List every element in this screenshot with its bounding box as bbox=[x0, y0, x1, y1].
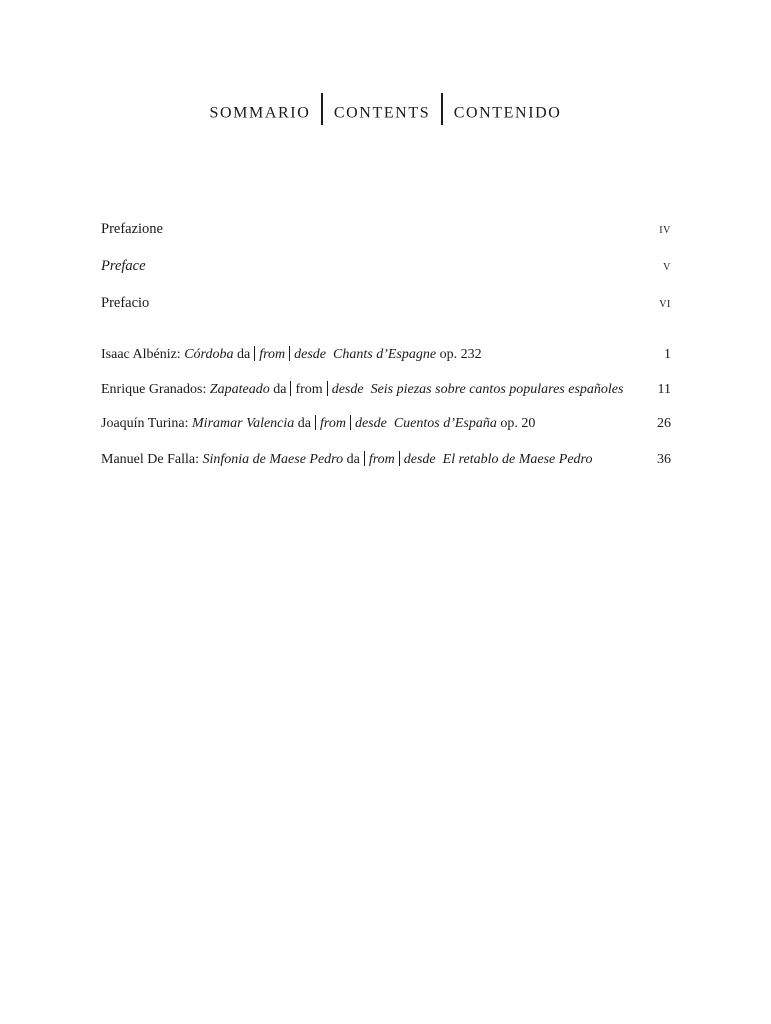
toc-entry-label bbox=[101, 415, 535, 432]
toc-entry-label: Preface bbox=[101, 258, 146, 274]
toc-page-number: 36 bbox=[657, 452, 671, 467]
source-title: El retablo de Maese Pedro bbox=[442, 452, 593, 467]
word-from: from bbox=[259, 347, 286, 362]
toc-entry-label: Prefazione bbox=[101, 221, 163, 237]
toc-entry-label bbox=[101, 346, 482, 363]
title-english: contents bbox=[333, 97, 431, 123]
source-title: Cuentos d’España bbox=[393, 416, 497, 431]
composer: Joaquín Turina: bbox=[101, 416, 189, 431]
source-title: Seis piezas sobre cantos populares españoles bbox=[370, 382, 624, 397]
toc-page-number: iv bbox=[659, 222, 671, 237]
word-da: da bbox=[346, 452, 360, 467]
toc-entry-turina[interactable] bbox=[101, 415, 671, 432]
work-title: Zapateado bbox=[209, 382, 270, 397]
work-title: Sinfonia de Maese Pedro bbox=[202, 452, 344, 467]
toc-entry-label bbox=[101, 381, 623, 398]
toc-entry-prefazione[interactable] bbox=[101, 221, 671, 238]
word-da: da bbox=[297, 416, 311, 431]
toc-entry-de-falla[interactable] bbox=[101, 451, 671, 468]
word-desde: desde bbox=[294, 347, 327, 362]
word-from: from bbox=[320, 416, 346, 431]
page-title bbox=[0, 96, 771, 128]
separator-bar bbox=[364, 451, 365, 466]
opus-number: op. 232 bbox=[439, 347, 482, 362]
word-desde: desde bbox=[331, 382, 364, 397]
composer: Isaac Albéniz: bbox=[101, 347, 181, 362]
toc-page-number: v bbox=[663, 259, 671, 274]
toc-entry-granados[interactable] bbox=[101, 381, 671, 398]
toc-entry-label: Prefacio bbox=[101, 295, 150, 311]
word-from: from bbox=[295, 382, 323, 397]
separator-bar bbox=[315, 415, 316, 430]
work-title: Córdoba bbox=[184, 347, 234, 362]
separator-bar bbox=[254, 346, 255, 361]
separator-bar bbox=[399, 451, 400, 466]
toc-entry-albeniz[interactable] bbox=[101, 346, 671, 363]
toc-entry-prefacio[interactable] bbox=[101, 295, 671, 312]
title-separator bbox=[321, 93, 323, 125]
word-da: da bbox=[273, 382, 287, 397]
composer: Enrique Granados: bbox=[101, 382, 207, 397]
composer: Manuel De Falla: bbox=[101, 452, 199, 467]
separator-bar bbox=[350, 415, 351, 430]
toc-page-number: 11 bbox=[657, 382, 671, 397]
word-from: from bbox=[368, 452, 395, 467]
opus-number: op. 20 bbox=[500, 416, 536, 431]
title-spanish: contenido bbox=[453, 97, 562, 123]
toc-entry-preface[interactable] bbox=[101, 258, 671, 275]
separator-bar bbox=[289, 346, 290, 361]
title-italian: sommario bbox=[209, 97, 311, 123]
toc-entry-label bbox=[101, 451, 592, 468]
word-desde: desde bbox=[354, 416, 387, 431]
work-title: Miramar Valencia bbox=[192, 416, 295, 431]
title-separator bbox=[441, 93, 443, 125]
toc-page-number: vi bbox=[659, 296, 671, 311]
source-title: Chants d’Espagne bbox=[333, 347, 437, 362]
separator-bar bbox=[327, 381, 328, 396]
toc-page-number: 26 bbox=[657, 416, 671, 431]
word-da: da bbox=[236, 347, 251, 362]
word-desde: desde bbox=[403, 452, 436, 467]
toc-page-number: 1 bbox=[664, 347, 671, 362]
separator-bar bbox=[290, 381, 291, 396]
